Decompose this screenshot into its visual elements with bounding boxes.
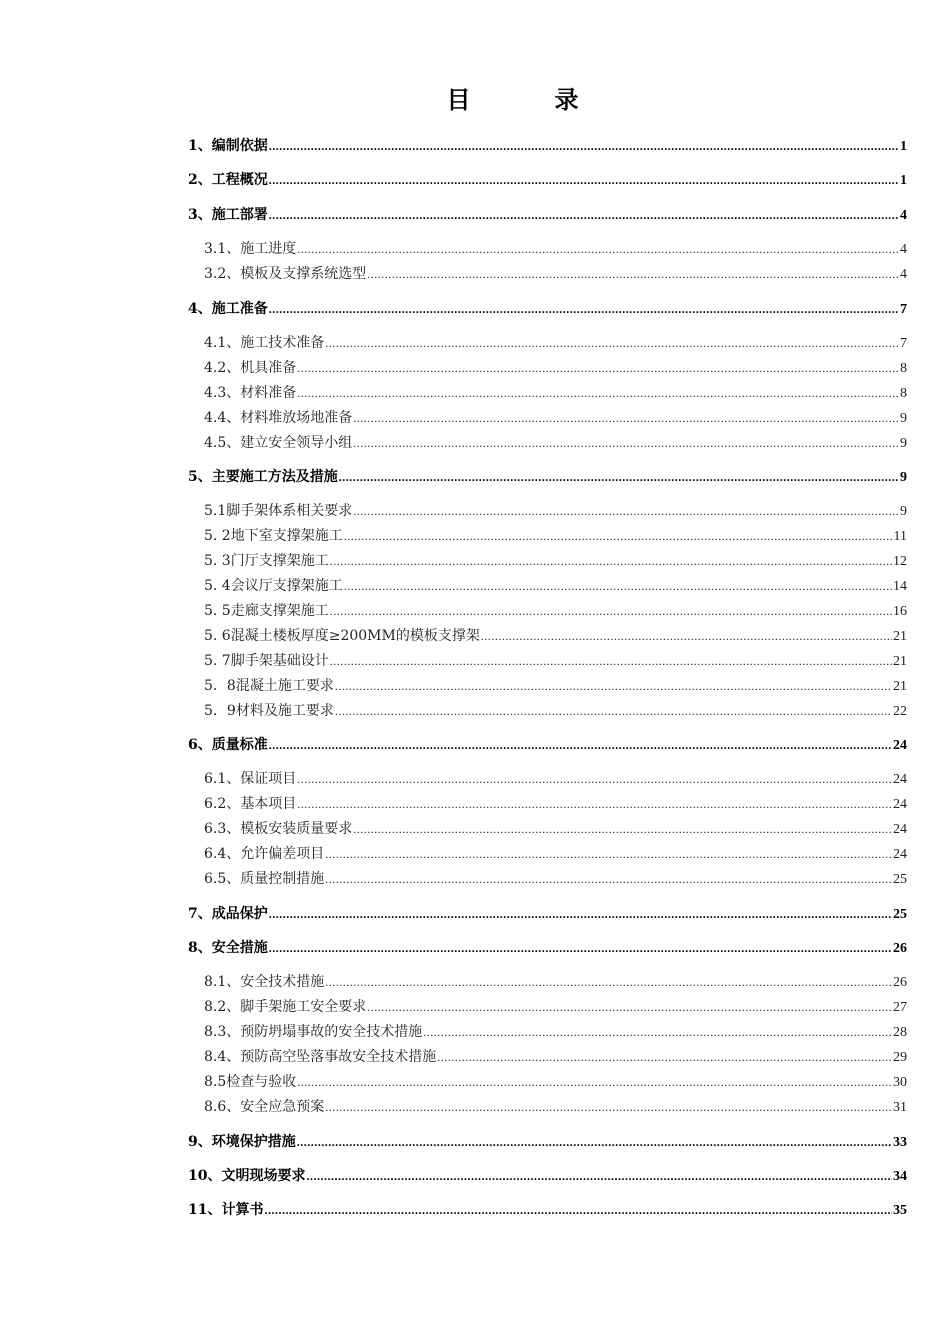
toc-dot-leader [269, 941, 892, 956]
toc-dot-leader [353, 411, 899, 426]
toc-subsection-entry[interactable] [204, 575, 907, 597]
toc-page-number: 8 [900, 386, 907, 401]
toc-entry-label: 7、成品保护 [188, 906, 268, 922]
toc-page-number: 4 [900, 242, 907, 257]
toc-page-number: 21 [893, 629, 907, 644]
toc-entry-label: 6.2、基本项目 [204, 796, 297, 812]
toc-subsection-entry[interactable] [204, 971, 907, 993]
toc-page-number: 33 [893, 1135, 907, 1150]
toc-subsection-entry[interactable] [204, 793, 907, 815]
toc-dot-leader [330, 554, 892, 569]
toc-dot-leader [297, 386, 899, 401]
toc-page-number: 9 [900, 470, 907, 485]
toc-section-entry[interactable] [188, 466, 907, 488]
toc-dot-leader [353, 822, 892, 837]
toc-subsection-entry[interactable] [204, 600, 907, 622]
toc-page-number: 7 [900, 336, 907, 351]
toc-page-number: 4 [900, 208, 907, 223]
toc-subsection-entry[interactable] [204, 432, 907, 454]
toc-dot-leader [325, 847, 892, 862]
toc-dot-leader [325, 1100, 892, 1115]
toc-entry-label: 5. 4会议厅支撑架施工 [204, 578, 343, 594]
toc-entry-label: 8.6、安全应急预案 [204, 1099, 325, 1115]
toc-entry-label: 5. 3门厅支撑架施工 [204, 553, 329, 569]
toc-page-number: 12 [893, 554, 907, 569]
toc-entry-label: 8.2、脚手架施工安全要求 [204, 999, 367, 1015]
toc-subsection-entry[interactable] [204, 1046, 907, 1068]
toc-subsection-entry[interactable] [204, 382, 907, 404]
toc-entry-label: 8.5检查与验收 [204, 1074, 297, 1090]
toc-entry-label: 8.3、预防坍塌事故的安全技术措施 [204, 1024, 423, 1040]
toc-page-number: 24 [893, 797, 907, 812]
toc-page-number: 24 [893, 847, 907, 862]
toc-entry-label: 3、施工部署 [188, 207, 268, 223]
toc-dot-leader [335, 679, 892, 694]
toc-page-number: 16 [893, 604, 907, 619]
toc-dot-leader [481, 629, 892, 644]
toc-section-entry[interactable] [188, 937, 907, 959]
toc-subsection-entry[interactable] [204, 357, 907, 379]
toc-subsection-entry[interactable] [204, 263, 907, 285]
toc-page-number: 4 [900, 267, 907, 282]
toc-page-number: 30 [893, 1075, 907, 1090]
toc-entry-label: 5. 2地下室支撑架施工 [204, 528, 343, 544]
toc-page-number: 8 [900, 361, 907, 376]
toc-page-number: 25 [893, 872, 907, 887]
toc-dot-leader [297, 361, 899, 376]
toc-dot-leader [330, 604, 892, 619]
toc-subsection-entry[interactable] [204, 650, 907, 672]
toc-entry-label: 4.5、建立安全领导小组 [204, 435, 353, 451]
toc-entry-label: 11、计算书 [188, 1202, 264, 1218]
toc-page-number: 26 [893, 975, 907, 990]
toc-dot-leader [437, 1050, 892, 1065]
toc-dot-leader [297, 797, 892, 812]
toc-entry-label: 3.1、施工进度 [204, 241, 297, 257]
toc-section-entry[interactable] [188, 169, 907, 191]
toc-entry-label: 5．9材料及施工要求 [204, 703, 334, 719]
toc-dot-leader [269, 738, 892, 753]
toc-entry-label: 1、编制依据 [188, 138, 268, 154]
toc-subsection-entry[interactable] [204, 700, 907, 722]
toc-entry-label: 5、主要施工方法及措施 [188, 469, 338, 485]
toc-dot-leader [423, 1025, 892, 1040]
toc-dot-leader [335, 704, 892, 719]
toc-entry-label: 5．8混凝土施工要求 [204, 678, 334, 694]
toc-dot-leader [297, 1075, 892, 1090]
toc-subsection-entry[interactable] [204, 843, 907, 865]
toc-subsection-entry[interactable] [204, 625, 907, 647]
toc-page-number: 21 [893, 679, 907, 694]
toc-entry-label: 8、安全措施 [188, 940, 268, 956]
toc-section-entry[interactable] [188, 204, 907, 226]
toc-entry-label: 4.2、机具准备 [204, 360, 297, 376]
toc-dot-leader [269, 139, 899, 154]
toc-page-number: 26 [893, 941, 907, 956]
toc-page-number: 22 [893, 704, 907, 719]
toc-page-number: 29 [893, 1050, 907, 1065]
toc-entry-label: 8.4、预防高空坠落事故安全技术措施 [204, 1049, 437, 1065]
toc-page-number: 9 [900, 504, 907, 519]
toc-section-entry[interactable] [188, 1131, 907, 1153]
toc-section-entry[interactable] [188, 135, 907, 157]
toc-dot-leader [325, 336, 899, 351]
toc-entry-label: 5. 6混凝土楼板厚度≥200MM的模板支撑架 [204, 628, 480, 644]
toc-page-number: 35 [893, 1203, 907, 1218]
toc-subsection-entry[interactable] [204, 550, 907, 572]
toc-page-number: 31 [893, 1100, 907, 1115]
toc-dot-leader [367, 267, 899, 282]
toc-page-number: 25 [893, 907, 907, 922]
toc-entry-label: 5. 5走廊支撑架施工 [204, 603, 329, 619]
toc-dot-leader [353, 504, 899, 519]
toc-page-number: 14 [893, 579, 907, 594]
toc-page-number: 21 [893, 654, 907, 669]
toc-dot-leader [269, 907, 892, 922]
toc-entry-label: 6.4、允许偏差项目 [204, 846, 325, 862]
toc-dot-leader [344, 579, 892, 594]
toc-entry-label: 9、环境保护措施 [188, 1134, 296, 1150]
toc-page-number: 24 [893, 772, 907, 787]
toc-entry-label: 6.3、模板安装质量要求 [204, 821, 353, 837]
toc-entry-label: 4.3、材料准备 [204, 385, 297, 401]
toc-section-entry[interactable] [188, 1165, 907, 1187]
toc-entry-label: 4.1、施工技术准备 [204, 335, 325, 351]
toc-entry-label: 4.4、材料堆放场地准备 [204, 410, 353, 426]
toc-subsection-entry[interactable] [204, 525, 907, 547]
toc-page-number: 28 [893, 1025, 907, 1040]
toc-entry-label: 6、质量标准 [188, 737, 268, 753]
toc-entry-label: 4、施工准备 [188, 301, 268, 317]
toc-dot-leader [269, 173, 899, 188]
toc-subsection-entry[interactable] [204, 868, 907, 890]
toc-page-number: 24 [893, 822, 907, 837]
toc-subsection-entry[interactable] [204, 1021, 907, 1043]
toc-dot-leader [367, 1000, 892, 1015]
toc-subsection-entry[interactable] [204, 332, 907, 354]
toc-section-entry[interactable] [188, 903, 907, 925]
toc-dot-leader [297, 772, 892, 787]
toc-dot-leader [344, 529, 893, 544]
toc-entry-label: 2、工程概况 [188, 172, 268, 188]
toc-dot-leader [353, 436, 899, 451]
toc-entry-label: 6.1、保证项目 [204, 771, 297, 787]
toc-page-number: 7 [900, 302, 907, 317]
toc-dot-leader [339, 470, 899, 485]
toc-dot-leader [269, 302, 899, 317]
toc-section-entry[interactable] [188, 1199, 907, 1221]
toc-dot-leader [325, 975, 892, 990]
toc-subsection-entry[interactable] [204, 1096, 907, 1118]
toc-entry-label: 5. 7脚手架基础设计 [204, 653, 329, 669]
toc-entry-label: 3.2、模板及支撑系统选型 [204, 266, 367, 282]
toc-subsection-entry[interactable] [204, 238, 907, 260]
toc-dot-leader [297, 1135, 892, 1150]
toc-page-number: 1 [900, 173, 907, 188]
toc-page-number: 9 [900, 411, 907, 426]
toc-page-number: 1 [900, 139, 907, 154]
page-title: 目 录 [446, 85, 609, 114]
toc-subsection-entry[interactable] [204, 1071, 907, 1093]
toc-subsection-entry[interactable] [204, 818, 907, 840]
toc-dot-leader [297, 242, 899, 257]
toc-subsection-entry[interactable] [204, 500, 907, 522]
toc-page-number: 11 [893, 529, 907, 544]
toc-dot-leader [306, 1169, 892, 1184]
toc-subsection-entry[interactable] [204, 407, 907, 429]
toc-section-entry[interactable] [188, 298, 907, 320]
toc-dot-leader [269, 208, 899, 223]
toc-dot-leader [330, 654, 892, 669]
toc-page-number: 24 [893, 738, 907, 753]
toc-section-entry[interactable] [188, 734, 907, 756]
toc-subsection-entry[interactable] [204, 675, 907, 697]
toc-dot-leader [325, 872, 892, 887]
toc-page-number: 34 [893, 1169, 907, 1184]
toc-entry-label: 5.1脚手架体系相关要求 [204, 503, 353, 519]
toc-entry-label: 10、文明现场要求 [188, 1168, 306, 1184]
toc-subsection-entry[interactable] [204, 996, 907, 1018]
toc-subsection-entry[interactable] [204, 768, 907, 790]
toc-dot-leader [264, 1203, 892, 1218]
toc-page-number: 27 [893, 1000, 907, 1015]
toc-entry-label: 8.1、安全技术措施 [204, 974, 325, 990]
toc-page-number: 9 [900, 436, 907, 451]
toc-entry-label: 6.5、质量控制措施 [204, 871, 325, 887]
